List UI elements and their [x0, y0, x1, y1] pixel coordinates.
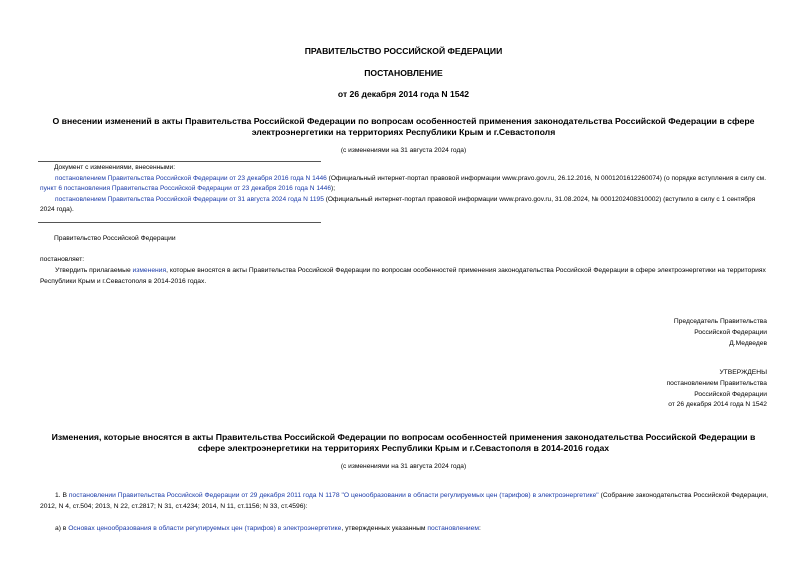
paragraph-1: 1. В постановлении Правительства Российской Федерации от 29 декабря 2011 года N 1178 "О ценообразовании в области регулируемых цен (тарифов) в электроэнергетике" (Собрание законодательства Российской Федерации, 2012, N 4, ст.504; 2013, N 22, ст.2817; N 31, ст.4234; 2014, N 11, ст.1156; N 33, ст.4596): [40, 492, 768, 510]
approved-label: УТВЕРЖДЕНЫ [719, 369, 767, 376]
box-top-rule [38, 161, 321, 162]
approve-paragraph: Утвердить прилагаемые изменения, которые вносятся в акты Правительства Российской Федерации по вопросам особенностей применения законодательства Российской Федерации в сфере электроэнергетики на территориях Республики Крым и г.Севастополя в 2014-2016 годах. [40, 267, 766, 285]
decree-link[interactable]: постановлением [427, 525, 479, 532]
document-title [30, 116, 777, 138]
box-bottom-rule [38, 222, 321, 223]
government-body: Правительство Российской Федерации [54, 235, 176, 242]
approved-org: Российской Федерации [694, 390, 767, 398]
document-date-number: от 26 декабря 2014 года N 1542 [337, 89, 470, 99]
document-title-line2: электроэнергетики на территориях Республики Крым и г.Севастополя [251, 127, 556, 137]
changes-item-1: постановлением Правительства Российской Федерации от 23 декабря 2016 года N 1446 (Официальный интернет-портал правовой информации www.pravo.gov.ru, 26.12.2016, N 0001201612260074) (о порядке вступления в силу см. пункт 6 постановления Правительства Российской Федерации от 23 декабря 2016 года N 1446); [40, 174, 767, 193]
changes-amended-note: (с изменениями на 31 августа 2024 года) [340, 463, 467, 470]
government-name: ПРАВИТЕЛЬСТВО РОССИЙСКОЙ ФЕДЕРАЦИИ [304, 46, 503, 56]
changes-box [40, 163, 768, 216]
amendment-link-2024[interactable]: постановлением Правительства Российской Федерации от 31 августа 2024 года N 1195 [55, 195, 324, 203]
amendment-link-2016[interactable]: постановлением Правительства Российской Федерации от 23 декабря 2016 года N 1446 [55, 174, 327, 182]
signature-name: Д.Медведев [729, 339, 767, 347]
approved-block [667, 368, 767, 411]
changes-title [30, 432, 777, 454]
pricing-basics-link[interactable]: Основах ценообразования в области регулируемых цен (тарифов) в электроэнергетике [68, 525, 342, 532]
document-title-line1: О внесении изменений в акты Правительства Российской Федерации по вопросам особенностей применения законодательства Российской Федерации в сфере [52, 116, 755, 126]
amended-note: (с изменениями на 31 августа 2024 года) [340, 147, 467, 154]
changes-link[interactable]: изменения [132, 267, 167, 274]
approved-date: от 26 декабря 2014 года N 1542 [668, 401, 767, 409]
signature-org: Российской Федерации [694, 328, 767, 336]
decides-label: постановляет: [40, 256, 85, 263]
document-type: ПОСТАНОВЛЕНИЕ [364, 68, 443, 78]
changes-item-2: постановлением Правительства Российской Федерации от 31 августа 2024 года N 1195 (Официальный интернет-портал правовой информации www.pravo.gov.ru, 31.08.2024, № 0001202408310002) (вступило в силу с 1 сентября 2024 года). [40, 195, 756, 214]
changes-intro: Документ с изменениями, внесенными: [54, 164, 176, 171]
amendment-link-2016-p6[interactable]: пункт 6 постановления Правительства Российской Федерации от 23 декабря 2016 года N 1446 [40, 185, 331, 193]
approved-by: постановлением Правительства [666, 379, 767, 387]
subparagraph-a: а) в Основах ценообразования в области регулируемых цен (тарифов) в электроэнергетике, утвержденных указанным постановлением: [55, 525, 481, 532]
signature-block [674, 317, 767, 349]
changes-title-line2: сфере электроэнергетики на территориях Республики Крым и г.Севастополя в 2014-2016 годах [197, 443, 610, 453]
signature-position: Председатель Правительства [673, 318, 767, 325]
changes-title-line1: Изменения, которые вносятся в акты Правительства Российской Федерации по вопросам особенностей применения законодательства Российской Федерации в [51, 432, 756, 442]
decree-1178-link[interactable]: постановлении Правительства Российской Федерации от 29 декабря 2011 года N 1178 "О ценообразовании в области регулируемых цен (тарифов) в электроэнергетике" [68, 492, 599, 499]
